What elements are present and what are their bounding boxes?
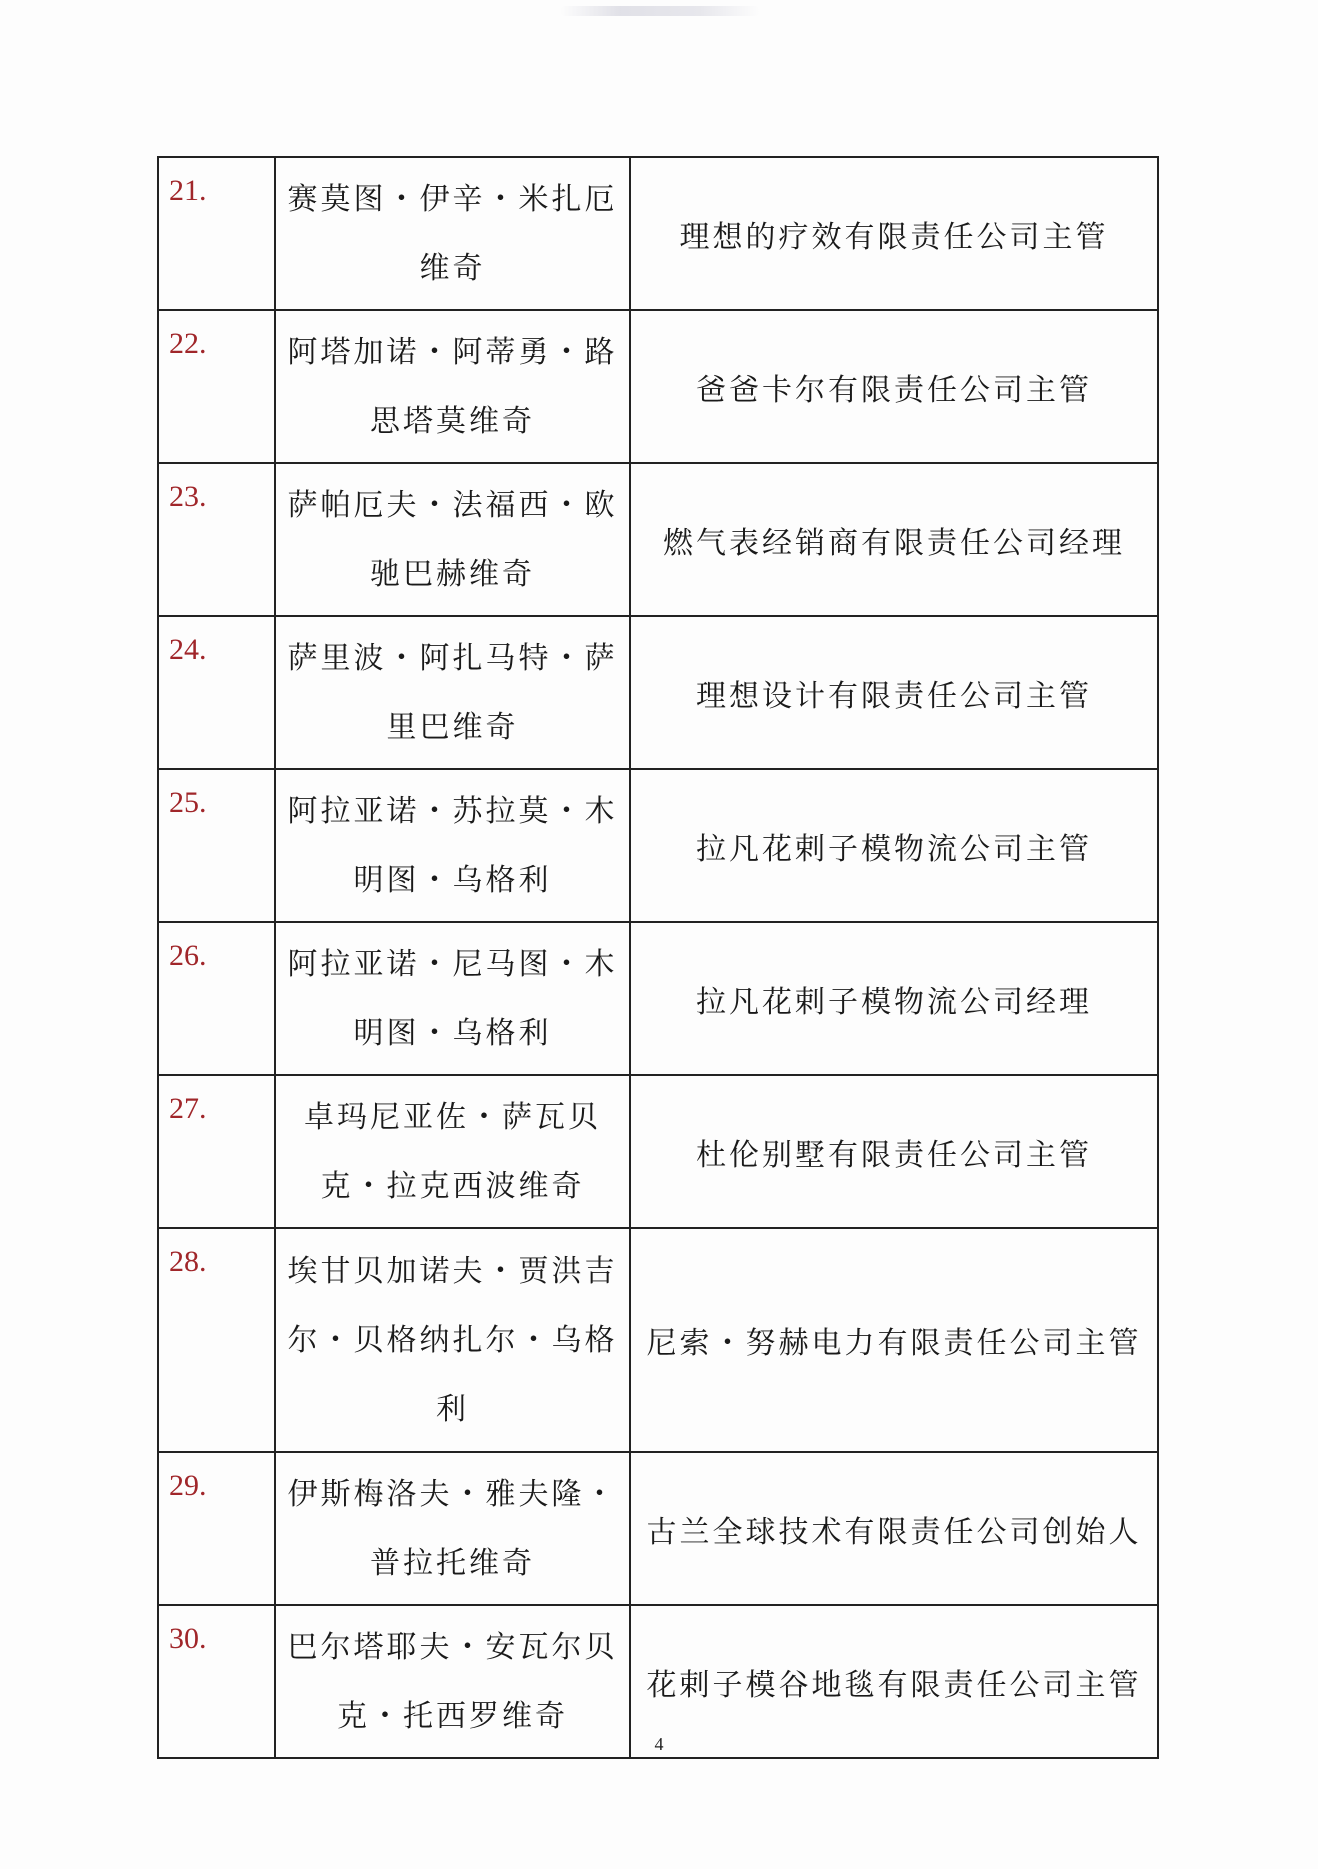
- person-name: 卓玛尼亚佐・萨瓦贝克・拉克西波维奇: [275, 1075, 630, 1228]
- table-row: [158, 769, 1158, 922]
- row-number: 26.: [158, 922, 275, 1075]
- table-row: [158, 1075, 1158, 1228]
- company-position: 尼索・努赫电力有限责任公司主管: [630, 1228, 1158, 1452]
- person-name: 巴尔塔耶夫・安瓦尔贝克・托西罗维奇: [275, 1605, 630, 1758]
- company-position: 花剌子模谷地毯有限责任公司主管: [630, 1605, 1158, 1758]
- row-number: 27.: [158, 1075, 275, 1228]
- table-row: [158, 463, 1158, 616]
- person-name: 萨帕厄夫・法福西・欧驰巴赫维奇: [275, 463, 630, 616]
- scan-artifact: [560, 6, 760, 16]
- table-row: [158, 310, 1158, 463]
- person-name: 埃甘贝加诺夫・贾洪吉尔・贝格纳扎尔・乌格利: [275, 1228, 630, 1452]
- person-name: 阿拉亚诺・苏拉莫・木明图・乌格利: [275, 769, 630, 922]
- row-number: 24.: [158, 616, 275, 769]
- table-row: [158, 157, 1158, 310]
- row-number: 28.: [158, 1228, 275, 1452]
- table-row: [158, 616, 1158, 769]
- personnel-table: [157, 156, 1159, 1759]
- person-name: 阿拉亚诺・尼马图・木明图・乌格利: [275, 922, 630, 1075]
- row-number: 25.: [158, 769, 275, 922]
- row-number: 21.: [158, 157, 275, 310]
- table-row: [158, 922, 1158, 1075]
- table-row: [158, 1228, 1158, 1452]
- row-number: 23.: [158, 463, 275, 616]
- company-position: 燃气表经销商有限责任公司经理: [630, 463, 1158, 616]
- company-position: 爸爸卡尔有限责任公司主管: [630, 310, 1158, 463]
- person-name: 阿塔加诺・阿蒂勇・路思塔莫维奇: [275, 310, 630, 463]
- row-number: 29.: [158, 1452, 275, 1605]
- company-position: 杜伦别墅有限责任公司主管: [630, 1075, 1158, 1228]
- row-number: 30.: [158, 1605, 275, 1758]
- company-position: 古兰全球技术有限责任公司创始人: [630, 1452, 1158, 1605]
- row-number: 22.: [158, 310, 275, 463]
- company-position: 理想设计有限责任公司主管: [630, 616, 1158, 769]
- company-position: 拉凡花剌子模物流公司经理: [630, 922, 1158, 1075]
- person-name: 赛莫图・伊辛・米扎厄维奇: [275, 157, 630, 310]
- company-position: 理想的疗效有限责任公司主管: [630, 157, 1158, 310]
- page-number: 4: [654, 1734, 664, 1754]
- table-row: [158, 1452, 1158, 1605]
- person-name: 伊斯梅洛夫・雅夫隆・普拉托维奇: [275, 1452, 630, 1605]
- company-position: 拉凡花剌子模物流公司主管: [630, 769, 1158, 922]
- person-name: 萨里波・阿扎马特・萨里巴维奇: [275, 616, 630, 769]
